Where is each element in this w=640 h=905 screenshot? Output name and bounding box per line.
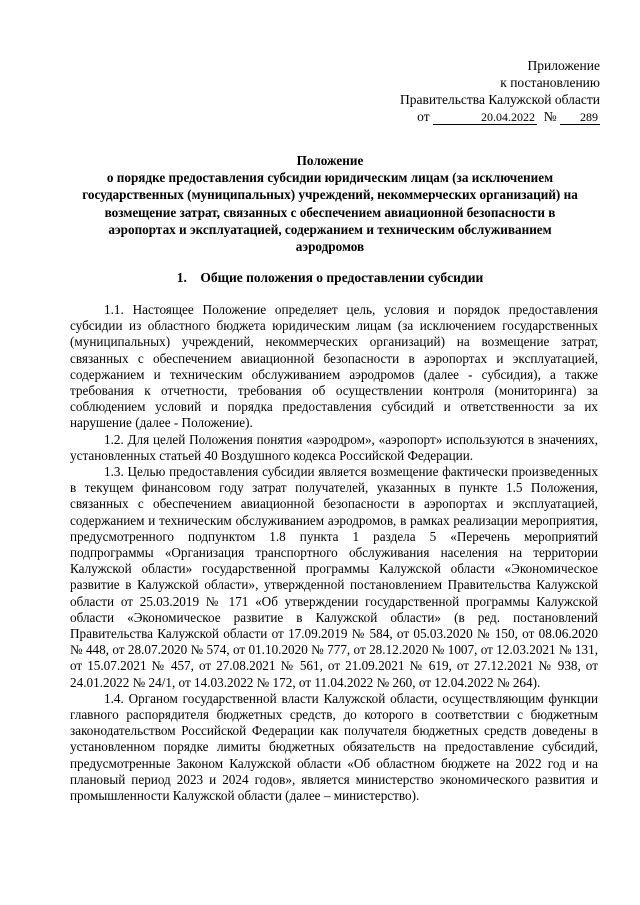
appendix-title: Приложение bbox=[527, 58, 600, 73]
resolution-date: 20.04.2022 bbox=[433, 111, 537, 125]
registration-line bbox=[360, 108, 600, 125]
title-line-6: аэродромов bbox=[295, 239, 365, 255]
document-title bbox=[60, 152, 600, 255]
paragraph-1-3: 1.3. Целью предоставления субсидии является возмещение фактически произведенных в текущем финансовом году затрат получателей, указанных в пункте 1.5 Положения, связанных с обеспечением авиационной безопасности в аэропортах и эксплуатацией, содержанием и техническим обслуживанием аэродромов, в рамках реализации мероприятия, предусмотренного подпунктом 1.8 пункта 1 раздела 5 «Перечень мероприятий подпрограммы «Организация транспортного обслуживания населения на территории Калужской области» государственной программы Калужской области «Экономическое развитие в Калужской области», утвержденной постановлением Правительства Калужской области от 25.03.2019 № 171 «Об утверждении государственной программы Калужской области «Экономическое развитие в Калужской области» (в ред. постановлений Правительства Калужской области от 17.09.2019 № 584, от 05.03.2020 № 150, от 08.06.2020 № 448, от 28.07.2020 № 574, от 01.10.2020 № 777, от 28.12.2020 № 1007, от 12.03.2021 № 131, от 15.07.2021 № 457, от 27.08.2021 № 561, от 21.09.2021 № 619, от 27.12.2021 № 938, от 24.01.2022 № 24/1, от 14.03.2022 № 172, от 11.04.2022 № 260, от 12.04.2022 № 264). bbox=[70, 464, 598, 690]
appendix-header bbox=[360, 57, 600, 125]
resolution-number: 289 bbox=[560, 111, 600, 125]
appendix-subtitle: к постановлению bbox=[500, 75, 600, 90]
from-label: от bbox=[417, 109, 430, 124]
title-line-2: о порядке предоставления субсидии юридическим лицам (за исключением bbox=[106, 170, 554, 186]
paragraph-1-1: 1.1. Настоящее Положение определяет цель, условия и порядок предоставления субсидии из областного бюджета юридическим лицам (за исключением государственных (муниципальных) учреждений, некоммерческих организаций) на возмещение затрат, связанных с обеспечением авиационной безопасности в аэропортах и эксплуатацией, содержанием и техническим обслуживанием аэродромов (далее - субсидия), а также требования к отчетности, требования об осуществлении контроля (мониторинга) за соблюдением условий и порядка предоставления субсидий и ответственности за их нарушение (далее - Положение). bbox=[70, 302, 598, 431]
title-line-5: аэропортах и эксплуатацией, содержанием и техническим обслуживанием bbox=[108, 221, 552, 237]
number-label: № bbox=[543, 109, 557, 124]
paragraph-1-2: 1.2. Для целей Положения понятия «аэродром», «аэропорт» используются в значениях, установленных статьей 40 Воздушного кодекса Российской Федерации. bbox=[70, 431, 598, 463]
title-line-1: Положение bbox=[296, 153, 364, 168]
title-line-4: возмещение затрат, связанных с обеспечением авиационной безопасности в bbox=[104, 204, 556, 220]
section-body bbox=[70, 302, 598, 804]
title-line-3: государственных (муниципальных) учреждений, некоммерческих организаций) на bbox=[82, 187, 578, 203]
appendix-authority: Правительства Калужской области bbox=[399, 92, 600, 107]
section-heading: 1. Общие положения о предоставлении субсидии bbox=[176, 270, 484, 285]
paragraph-1-4: 1.4. Органом государственной власти Калужской области, осуществляющим функции главного распорядителя бюджетных средств, до которого в соответствии с бюджетным законодательством Российской Федерации как получателя бюджетных средств доведены в установленном порядке лимиты бюджетных обязательств на предоставление субсидий, предусмотренные Законом Калужской области «Об областном бюджете на 2022 год и на плановый период 2023 и 2024 годов», является министерство экономического развития и промышленности Калужской области (далее – министерство). bbox=[70, 690, 598, 804]
